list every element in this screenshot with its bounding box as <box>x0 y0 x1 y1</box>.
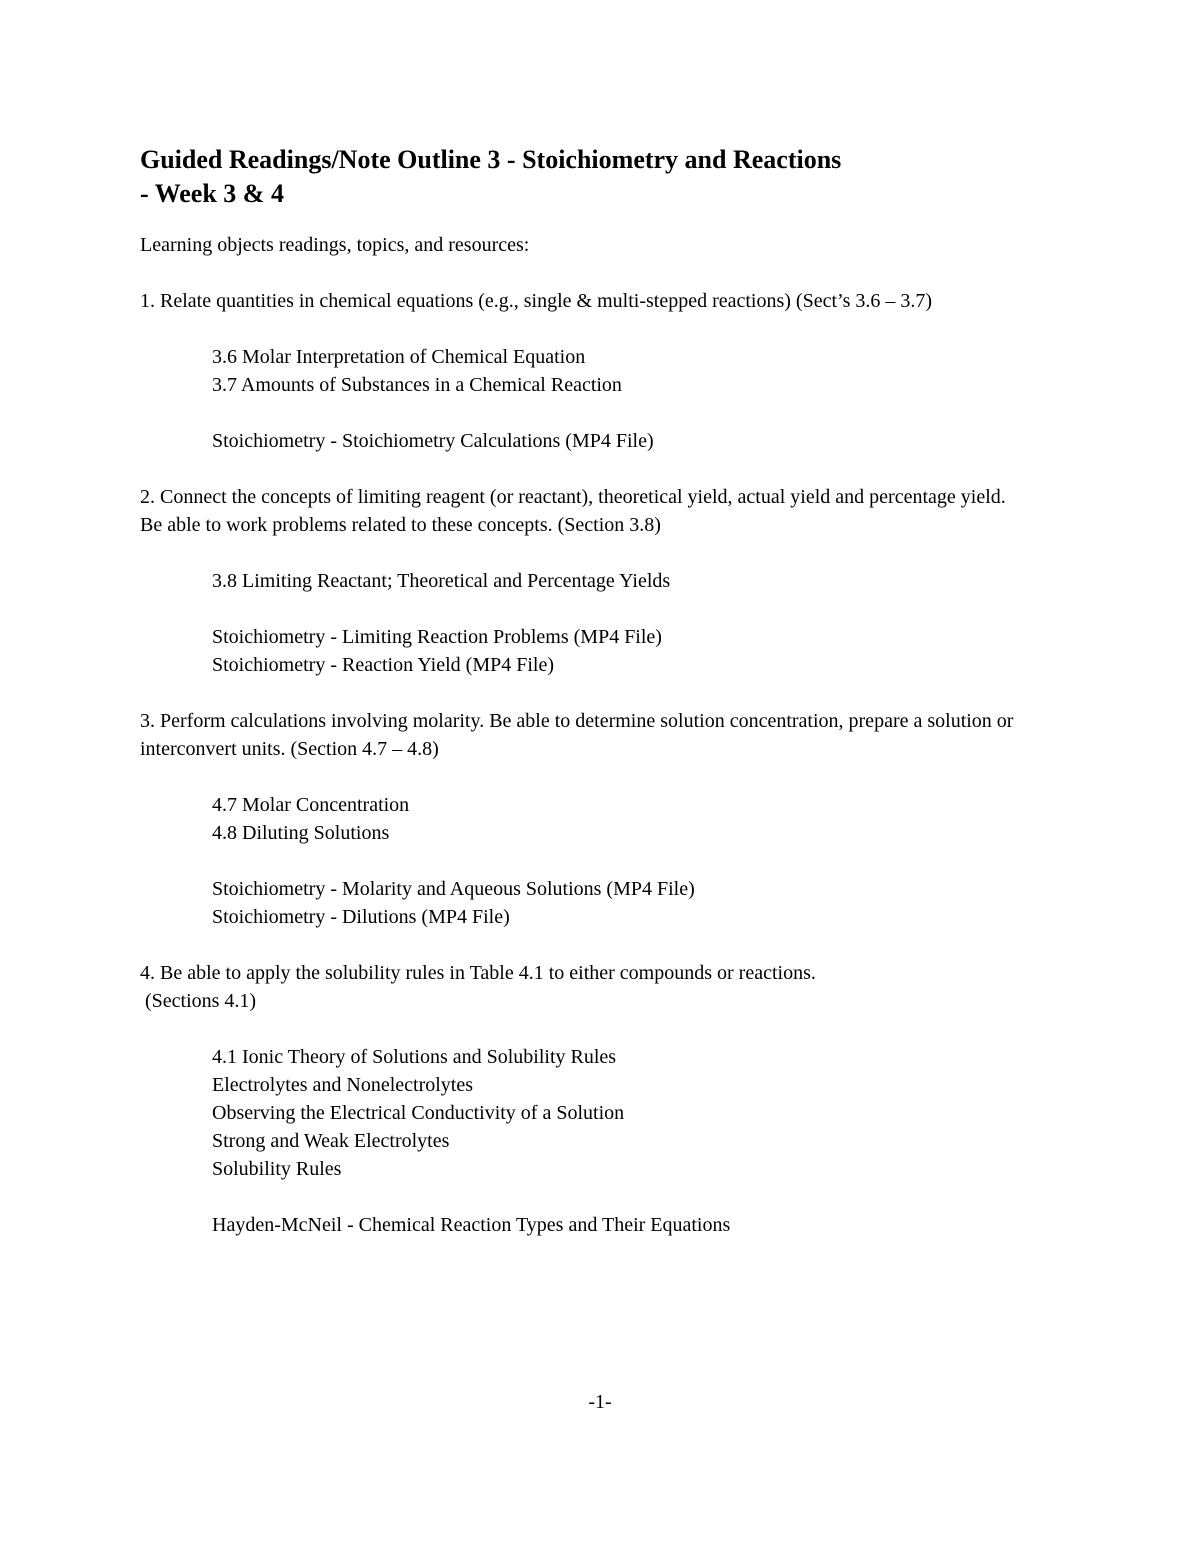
objective-2-topics <box>140 567 1060 595</box>
resource-link[interactable]: Hayden-McNeil - Chemical Reaction Types and Their Equations <box>212 1214 731 1236</box>
objective-4-text <box>140 959 1060 1015</box>
objective-4-topics <box>140 1043 1060 1183</box>
resource-link[interactable]: Stoichiometry - Molarity and Aqueous Solutions (MP4 File) <box>212 878 695 900</box>
objective-3-text: 3. Perform calculations involving molarity. Be able to determine solution concentration, prepare a solution or interconvert units. (Section 4.7 – 4.8) <box>140 710 1014 760</box>
resource-link[interactable]: Stoichiometry - Reaction Yield (MP4 File) <box>212 654 554 676</box>
resource-link[interactable]: Stoichiometry - Dilutions (MP4 File) <box>212 906 510 928</box>
topic-item: Observing the Electrical Conductivity of a Solution <box>212 1102 625 1124</box>
resource-link[interactable]: Stoichiometry - Stoichiometry Calculations (MP4 File) <box>212 430 654 452</box>
objective-1-topics <box>140 343 1060 399</box>
objective-2-resources <box>140 623 1060 679</box>
topic-item: 3.7 Amounts of Substances in a Chemical Reaction <box>212 374 622 396</box>
topic-item: 3.8 Limiting Reactant; Theoretical and Percentage Yields <box>212 570 671 592</box>
objective-3-resources <box>140 875 1060 931</box>
objective-2-text: 2. Connect the concepts of limiting reagent (or reactant), theoretical yield, actual yield and percentage yield. Be able to work problems related to these concepts. (Section 3.8) <box>140 486 1006 536</box>
document-title <box>140 143 1060 211</box>
topic-item: Electrolytes and Nonelectrolytes <box>212 1074 474 1096</box>
topic-item: 3.6 Molar Interpretation of Chemical Equation <box>212 346 586 368</box>
title-line-1: Guided Readings/Note Outline 3 - Stoichiometry and Reactions <box>140 145 842 174</box>
objective-1-text: 1. Relate quantities in chemical equations (e.g., single & multi-stepped reactions) (Sect’s 3.6 – 3.7) <box>140 290 933 312</box>
intro-text: Learning objects readings, topics, and resources: <box>140 234 530 256</box>
document-content <box>140 143 1060 1239</box>
topic-item: 4.7 Molar Concentration <box>212 794 410 816</box>
topic-item: 4.1 Ionic Theory of Solutions and Solubility Rules <box>212 1046 617 1068</box>
topic-item: Solubility Rules <box>212 1158 342 1180</box>
topic-item: Strong and Weak Electrolytes <box>212 1130 450 1152</box>
objective-4-line-2: (Sections 4.1) <box>140 990 257 1012</box>
objective-4-resources <box>140 1211 1060 1239</box>
objective-3-topics <box>140 791 1060 847</box>
page-number: -1- <box>588 1391 612 1413</box>
objective-4-line-1: 4. Be able to apply the solubility rules in Table 4.1 to either compounds or reactions. <box>140 962 816 984</box>
topic-item: 4.8 Diluting Solutions <box>212 822 390 844</box>
objective-1-resources <box>140 427 1060 455</box>
resource-link[interactable]: Stoichiometry - Limiting Reaction Problems (MP4 File) <box>212 626 662 648</box>
title-line-2: - Week 3 & 4 <box>140 179 284 208</box>
